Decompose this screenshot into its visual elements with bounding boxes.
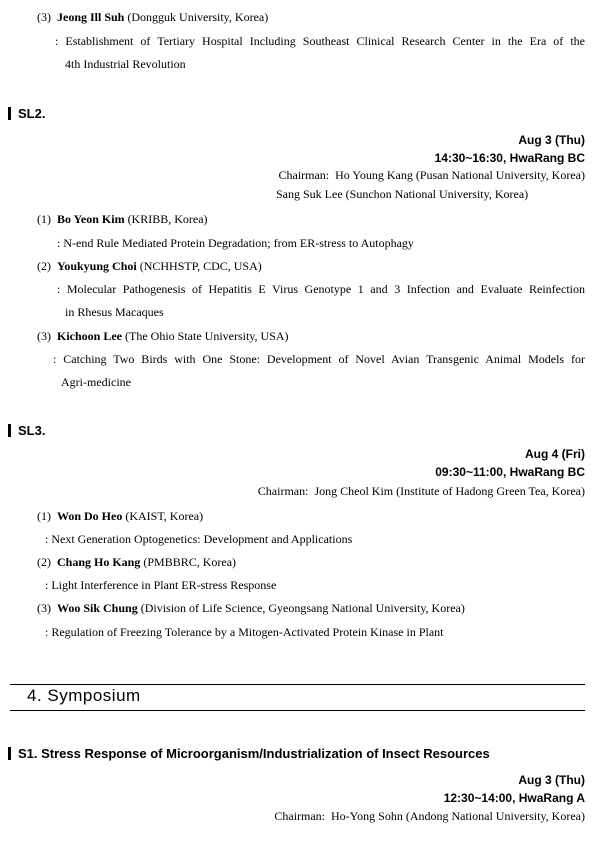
speaker-affiliation: (Division of Life Science, Gyeongsang National University, Korea) (140, 601, 465, 615)
speaker-affiliation: (PMBBRC, Korea) (143, 555, 237, 569)
session-date: Aug 4 (Fri) (525, 447, 585, 461)
list-item: (3) Kichoon Lee (The Ohio State University, USA) (37, 329, 289, 343)
list-item (37, 10, 268, 25)
speaker-affiliation: (KAIST, Korea) (125, 509, 204, 523)
speaker-affiliation: (KRIBB, Korea) (127, 212, 208, 226)
talk-title: : N-end Rule Mediated Protein Degradation; from ER-stress to Autophagy (57, 236, 414, 250)
list-item: (1) Bo Yeon Kim (KRIBB, Korea) (37, 212, 208, 226)
chairman-label: Chairman: (278, 168, 330, 182)
talk-title: : Regulation of Freezing Tolerance by a Mitogen-Activated Protein Kinase in Plant (45, 625, 444, 639)
chairman-label: Chairman: (274, 809, 326, 823)
speaker-affiliation: (Dongguk University, Korea) (127, 10, 269, 24)
heading-bar (8, 107, 11, 120)
speaker-name: Bo Yeon Kim (57, 212, 125, 226)
divider-bottom (10, 710, 585, 711)
chairman-name-2: Sang Suk Lee (Sunchon National University, Korea) (276, 187, 529, 201)
chairman-name: Ho Young Kang (Pusan National University, Korea) (335, 168, 585, 182)
speaker-name: Chang Ho Kang (57, 555, 141, 569)
session-time-place: 12:30~14:00, HwaRang A (443, 791, 585, 805)
talk-title-cont: Agri-medicine (61, 375, 131, 389)
talk-title: : Light Interference in Plant ER-stress Response (45, 578, 277, 592)
list-item: (3) Woo Sik Chung (Division of Life Science, Gyeongsang National University, Korea) (37, 601, 465, 615)
divider-top (10, 684, 585, 685)
heading-bar (8, 424, 11, 437)
speaker-name: Youkyung Choi (57, 259, 137, 273)
talk-title: : Establishment of Tertiary Hospital Including Southeast Clinical Research Center in the Era of the (55, 34, 585, 48)
list-item: (2) Chang Ho Kang (PMBBRC, Korea) (37, 555, 237, 569)
speaker-name: Jeong Ill Suh (57, 10, 125, 24)
session-date: Aug 3 (Thu) (518, 773, 585, 787)
talk-title: : Catching Two Birds with One Stone: Development of Novel Avian Transgenic Animal Models for (53, 352, 585, 366)
section-title-symposium: 4. Symposium (27, 686, 141, 705)
speaker-name: Kichoon Lee (57, 329, 122, 343)
section-heading-sl2: SL2. (8, 106, 45, 121)
chairman-name: Ho-Yong Sohn (Andong National University, Korea) (331, 809, 585, 823)
speaker-affiliation: (NCHHSTP, CDC, USA) (139, 259, 262, 273)
talk-title: : Next Generation Optogenetics: Development and Applications (45, 532, 353, 546)
heading-bar (8, 747, 11, 760)
chairman-name: Jong Cheol Kim (Institute of Hadong Green Tea, Korea) (314, 484, 585, 498)
list-item: (1) Won Do Heo (KAIST, Korea) (37, 509, 204, 523)
chairman-label: Chairman: (257, 484, 309, 498)
speaker-name: Won Do Heo (57, 509, 123, 523)
speaker-name: Woo Sik Chung (57, 601, 138, 615)
section-heading-s1: S1. Stress Response of Microorganism/Industrialization of Insect Resources (8, 746, 490, 761)
speaker-affiliation: (The Ohio State University, USA) (125, 329, 289, 343)
item-number: (3) (37, 10, 51, 24)
chairman (278, 168, 585, 183)
chairman (274, 809, 585, 824)
session-time-place: 09:30~11:00, HwaRang BC (435, 465, 585, 479)
list-item: (2) Youkyung Choi (NCHHSTP, CDC, USA) (37, 259, 262, 273)
section-heading-sl3: SL3. (8, 423, 45, 438)
session-time-place: 14:30~16:30, HwaRang BC (434, 151, 585, 165)
session-date: Aug 3 (Thu) (518, 133, 585, 147)
talk-title-cont: 4th Industrial Revolution (65, 57, 186, 71)
talk-title: : Molecular Pathogenesis of Hepatitis E Virus Genotype 1 and 3 Infection and Evaluate Reinfection (57, 282, 585, 296)
chairman (258, 484, 585, 499)
talk-title-cont: in Rhesus Macaques (65, 305, 164, 319)
